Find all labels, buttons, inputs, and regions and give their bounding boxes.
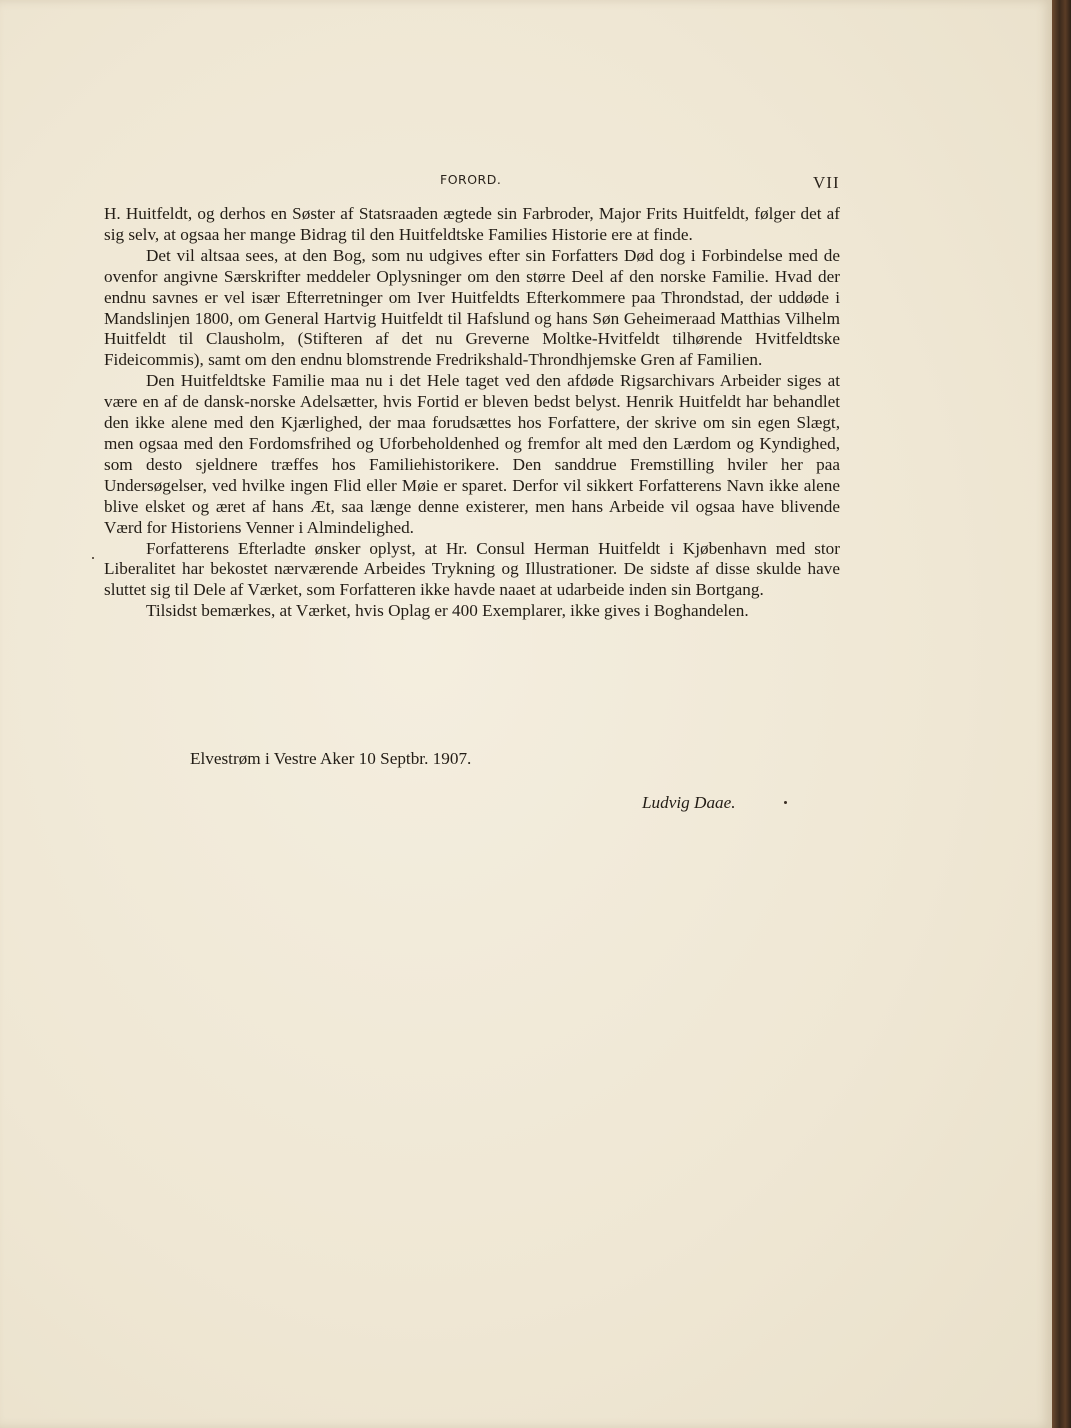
ink-speck [784, 801, 787, 804]
ink-speck [92, 557, 94, 559]
dateline: Elvestrøm i Vestre Aker 10 Septbr. 1907. [190, 749, 472, 768]
body-text [104, 204, 840, 622]
book-binding-edge [1052, 0, 1071, 1428]
paragraph-1: H. Huitfeldt, og derhos en Søster af Statsraaden ægtede sin Farbroder, Major Frits Huitfeldt, følger det af sig selv, at ogsaa her mange Bidrag til den Huitfeldtske Families Historie ere at finde. [104, 204, 840, 244]
paragraph-2: Det vil altsaa sees, at den Bog, som nu udgives efter sin Forfatters Død dog i Forbindelse med de ovenfor angivne Særskrifter meddeler Oplysninger om den større Deel af den norske Familie. Hvad der endnu savnes er vel især Efterretninger om Iver Huitfeldts Efterkommere paa Throndstad, der uddøde i Mandslinjen 1800, om General Hartvig Huitfeldt til Hafslund og hans Søn Geheimeraad Matthias Vilhelm Huitfeldt til Clausholm, (Stifteren af det nu Greverne Moltke-Hvitfeldt tilhørende Hvitfeldtske Fideicommis), samt om den endnu blomstrende Fredrikshald-Throndhjemske Gren af Familien. [104, 245, 840, 370]
paragraph-5: Tilsidst bemærkes, at Værket, hvis Oplag er 400 Exemplarer, ikke gives i Boghandelen. [146, 601, 749, 621]
paragraph-3: Den Huitfeldtske Familie maa nu i det Hele taget ved den afdøde Rigsarchivars Arbeider siges at være en af de dansk-norske Adelsætter, hvis Fortid er bleven bedst belyst. Henrik Huitfeldt har behandlet den ikke alene med den Kjærlighed, der maa forudsættes hos Forfattere, der skrive om sin egen Slægt, men ogsaa med den Fordomsfrihed og Uforbeholdenhed og fremfor alt med den Lærdom og Kyndighed, som desto sjeldnere træffes hos Familiehistorikere. Den sanddrue Fremstilling hviler her paa Undersøgelser, ved hvilke ingen Flid eller Møie er sparet. Derfor vil sikkert Forfatterens Navn ikke alene blive elsket og æret af hans Æt, saa længe denne existerer, men hans Arbeide vil ogsaa have blivende Værd for Historiens Venner i Almindelighed. [104, 371, 840, 537]
signature: Ludvig Daae. [642, 793, 736, 812]
running-head: FORORD. [440, 172, 502, 187]
paragraph-4: Forfatterens Efterladte ønsker oplyst, at Hr. Consul Herman Huitfeldt i Kjøbenhavn med stor Liberalitet har bekostet nærværende Arbeides Trykning og Illustrationer. De sidste af disse skulde have sluttet sig til Dele af Værket, som Forfatteren ikke havde naaet at udarbeide inden sin Bortgang. [104, 538, 840, 600]
page-number: VII [813, 173, 840, 192]
